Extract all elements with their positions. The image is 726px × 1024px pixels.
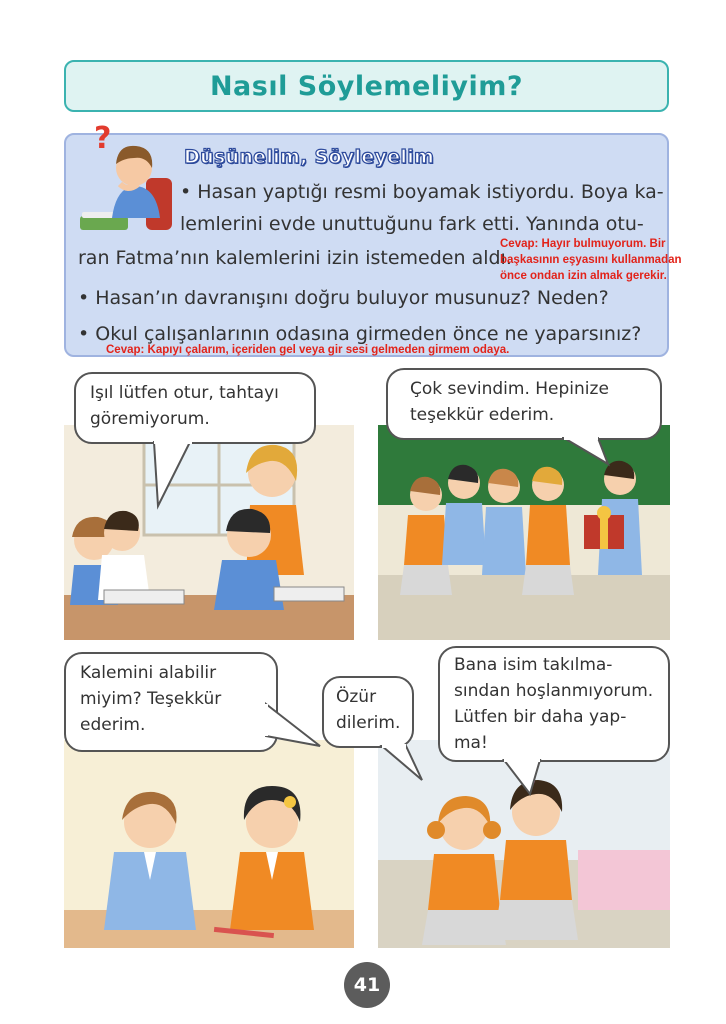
comic-panel-3 — [64, 740, 354, 948]
speech-bubble-1: Işıl lütfen otur, tahtayı göremiyorum. — [74, 372, 316, 444]
speech-bubble-2: Çok sevindim. Hepinize teşekkür ederim. — [386, 368, 662, 440]
speech-bubble-4b-tail — [500, 758, 550, 798]
thinking-boy-illustration — [72, 118, 182, 248]
page-number: 41 — [344, 962, 390, 1008]
speech-bubble-3: Kalemini alabilir miyim? Teşekkür ederim. — [64, 652, 278, 752]
speech-bubble-4a-tail — [378, 744, 428, 784]
speech-bubble-1-tail — [150, 440, 210, 510]
section-line-1: • Hasan yaptığı resmi boyamak istiyordu. Boya ka- — [180, 181, 664, 203]
speech-bubble-2-tail — [562, 436, 612, 468]
comic-panel-2 — [378, 425, 670, 640]
answer-2: Cevap: Kapıyı çalarım, içeriden gel veya gir sesi gelmeden girmem odaya. — [106, 344, 510, 356]
section-line-3: ran Fatma’nın kalemlerini izin istemeden aldı. — [78, 247, 512, 269]
page-title: Nasıl Söylemeliyim? — [209, 70, 524, 102]
question-1: • Hasan’ın davranışını doğru buluyor musunuz? Neden? — [78, 287, 609, 309]
page-title-box — [64, 60, 669, 112]
speech-bubble-3-tail — [264, 700, 324, 750]
question-mark-icon: ? — [94, 121, 112, 156]
answer-1: Cevap: Hayır bulmuyorum. Bir başkasının eşyasını kullanmadan önce ondan izin almak gerekir. — [500, 238, 682, 282]
speech-bubble-4a: Özür dilerim. — [322, 676, 414, 748]
section-line-2: lemlerini evde unuttuğunu fark etti. Yanında otu- — [180, 213, 644, 235]
section-heading: Düşünelim, Söyleyelim — [184, 146, 435, 168]
speech-bubble-4b: Bana isim takılma- sından hoşlanmıyorum. Lütfen bir daha yap- ma! — [438, 646, 670, 762]
question-2: • Okul çalışanlarının odasına girmeden önce ne yaparsınız? — [78, 323, 642, 345]
